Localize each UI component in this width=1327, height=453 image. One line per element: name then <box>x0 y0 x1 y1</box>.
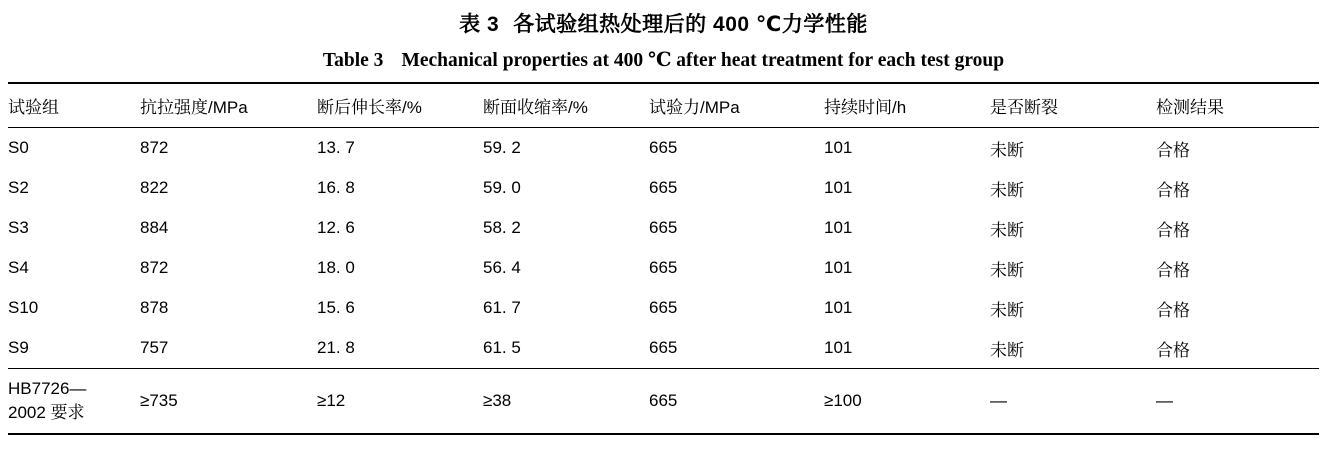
cell-reduction-of-area: 56. 4 <box>483 258 521 277</box>
cell-reduction-of-area: 58. 2 <box>483 218 521 237</box>
cell-test-force: 665 <box>649 178 678 197</box>
cell-fractured: 未断 <box>990 260 1024 280</box>
cell-tensile-strength: 757 <box>140 338 169 357</box>
cell-reduction-of-area: 61. 7 <box>483 298 521 317</box>
cell-fractured: 未断 <box>990 140 1024 160</box>
cell-standard-label <box>8 369 140 435</box>
column-header-elongation: 断后伸长率/% <box>317 98 422 117</box>
column-header-tensile-strength: 抗拉强度/MPa <box>140 98 248 117</box>
caption-english-text: Mechanical properties at 400 ℃ after heat treatment for each test group <box>401 50 1005 71</box>
cell-result: 合格 <box>1156 220 1190 240</box>
table-row <box>8 288 1319 328</box>
cell-tensile-strength: 872 <box>140 138 169 157</box>
cell-fractured-requirement: — <box>990 390 1007 410</box>
standard-label-line2: 2002 要求 <box>8 403 85 423</box>
caption-english <box>8 48 1319 72</box>
cell-tensile-strength: 878 <box>140 298 169 317</box>
table-row <box>8 168 1319 208</box>
cell-tensile-strength: 872 <box>140 258 169 277</box>
caption-chinese-number: 表 3 <box>459 13 500 36</box>
standard-label-line1: HB7726— <box>8 378 87 398</box>
cell-reduction-of-area-requirement: ≥38 <box>483 390 512 410</box>
cell-duration: 101 <box>824 338 853 357</box>
cell-test-force: 665 <box>649 138 678 157</box>
cell-elongation-requirement: ≥12 <box>317 390 346 410</box>
table-header-row <box>8 83 1319 128</box>
cell-test-group: S2 <box>8 178 29 197</box>
cell-test-force-requirement: 665 <box>649 390 678 410</box>
column-header-reduction-of-area: 断面收缩率/% <box>483 98 588 117</box>
table-row <box>8 208 1319 248</box>
cell-fractured: 未断 <box>990 340 1024 360</box>
cell-duration: 101 <box>824 258 853 277</box>
cell-elongation: 12. 6 <box>317 218 355 237</box>
cell-test-force: 665 <box>649 298 678 317</box>
column-header-test-force: 试验力/MPa <box>649 98 740 117</box>
caption-chinese-text: 各试验组热处理后的 400 ℃力学性能 <box>513 13 868 36</box>
column-header-test-group: 试验组 <box>8 98 59 117</box>
cell-fractured: 未断 <box>990 180 1024 200</box>
cell-test-group: S4 <box>8 258 29 277</box>
cell-elongation: 13. 7 <box>317 138 355 157</box>
cell-test-group: S0 <box>8 138 29 157</box>
table-page <box>0 8 1327 453</box>
table-row <box>8 128 1319 169</box>
cell-elongation: 15. 6 <box>317 298 355 317</box>
caption-english-number: Table 3 <box>322 50 384 71</box>
cell-reduction-of-area: 59. 2 <box>483 138 521 157</box>
mechanical-properties-table <box>8 82 1319 435</box>
column-header-fractured: 是否断裂 <box>990 98 1058 117</box>
table-row <box>8 248 1319 288</box>
cell-tensile-strength-requirement: ≥735 <box>140 390 178 410</box>
cell-fractured: 未断 <box>990 300 1024 320</box>
cell-duration: 101 <box>824 178 853 197</box>
cell-test-group: S10 <box>8 298 39 317</box>
column-header-duration: 持续时间/h <box>824 98 907 117</box>
cell-result: 合格 <box>1156 180 1190 200</box>
cell-duration: 101 <box>824 218 853 237</box>
cell-elongation: 21. 8 <box>317 338 355 357</box>
cell-reduction-of-area: 61. 5 <box>483 338 521 357</box>
requirement-row <box>8 369 1319 435</box>
cell-elongation: 18. 0 <box>317 258 355 277</box>
cell-duration-requirement: ≥100 <box>824 390 862 410</box>
table-body <box>8 128 1319 435</box>
cell-tensile-strength: 884 <box>140 218 169 237</box>
cell-test-group: S3 <box>8 218 29 237</box>
cell-result-requirement: — <box>1156 390 1173 410</box>
cell-duration: 101 <box>824 138 853 157</box>
cell-result: 合格 <box>1156 140 1190 160</box>
cell-test-force: 665 <box>649 218 678 237</box>
caption-chinese <box>8 8 1319 38</box>
cell-result: 合格 <box>1156 260 1190 280</box>
cell-tensile-strength: 822 <box>140 178 169 197</box>
cell-test-group: S9 <box>8 338 29 357</box>
cell-fractured: 未断 <box>990 220 1024 240</box>
cell-result: 合格 <box>1156 340 1190 360</box>
cell-reduction-of-area: 59. 0 <box>483 178 521 197</box>
table-row <box>8 328 1319 369</box>
cell-test-force: 665 <box>649 338 678 357</box>
cell-test-force: 665 <box>649 258 678 277</box>
cell-result: 合格 <box>1156 300 1190 320</box>
column-header-result: 检测结果 <box>1156 98 1224 117</box>
table-header <box>8 83 1319 128</box>
cell-duration: 101 <box>824 298 853 317</box>
cell-elongation: 16. 8 <box>317 178 355 197</box>
